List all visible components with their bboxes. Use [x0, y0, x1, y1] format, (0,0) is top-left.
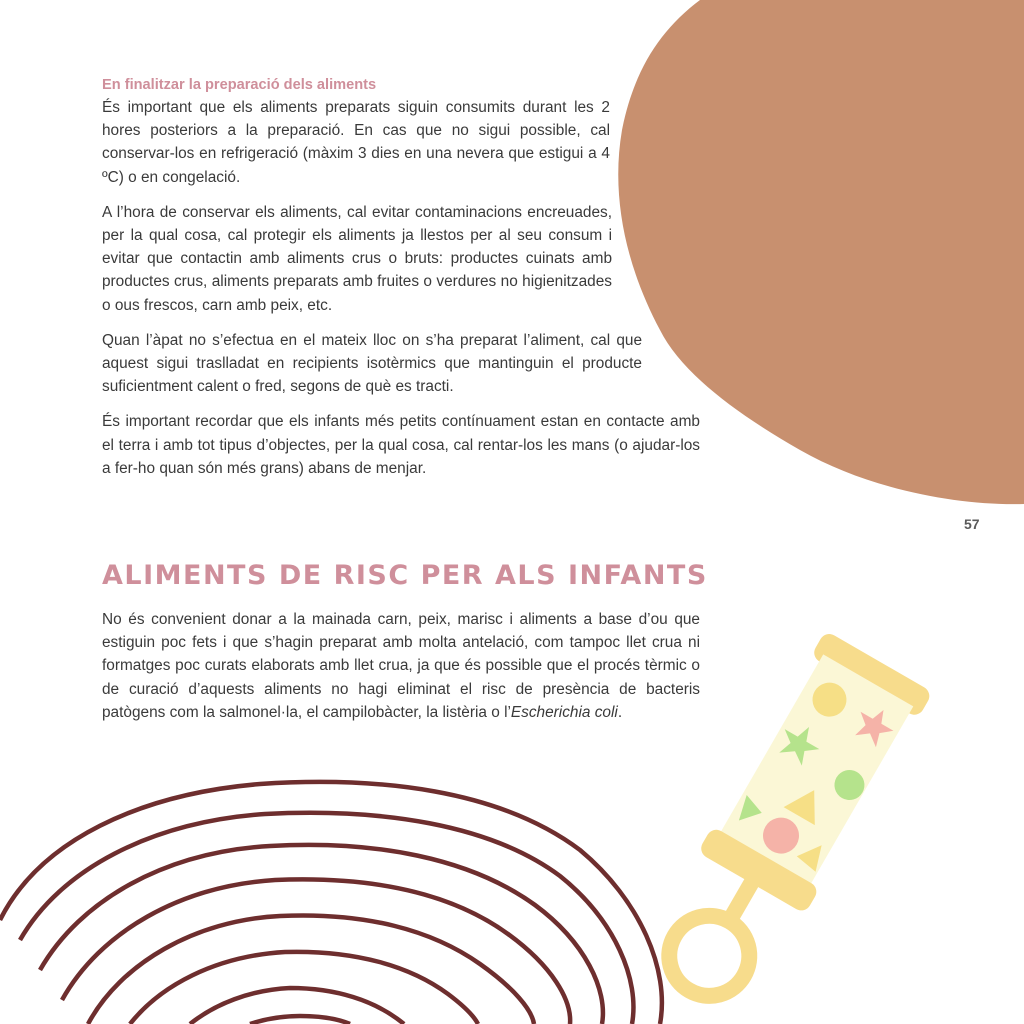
- paragraph-1: És important que els aliments preparats siguin consumits durant les 2 hores posteriors a la preparació. En cas que no sigui possible, cal conservar-los en refrigeració (màxim 3 dies en una nevera que estigui a 4 ºC) o en congelació.: [102, 99, 610, 186]
- section-title: ALIMENTS DE RISC PER ALS INFANTS: [102, 560, 708, 591]
- section-body: [102, 608, 700, 724]
- spiral-illustration: [0, 760, 700, 1024]
- baby-rattle-illustration: [630, 620, 950, 1020]
- rattle-ring: [655, 901, 764, 1010]
- section-body-end: .: [617, 703, 623, 721]
- paragraph-2: A l’hora de conservar els aliments, cal evitar contaminacions encreuades, per la qual cosa, cal protegir els aliments ja llestos per al seu consum i evitar que contactin amb aliments crus o bruts: productes cuinats amb productes crus, aliments preparats amb fruites o verdures no higienitzades o ous frescos, carn amb peix, etc.: [102, 203, 612, 314]
- spiral-line-7: [190, 988, 404, 1024]
- section-body-italic: Escherichia coli: [510, 703, 618, 721]
- section-body-text: No és convenient donar a la mainada carn, peix, marisc i aliments a base d’ou que estiguin poc fets i que s’hagin preparat amb molta antelació, com tampoc llet crua ni formatges poc curats elaborats amb llet crua, ja que és possible que el procés tèrmic o de curació d’aquests aliments no hagi eliminat el risc de presència de bacteris patògens com la salmonel·la, el campilobàcter, la listèria o l’: [102, 611, 700, 721]
- text-column: [102, 74, 700, 492]
- page-number: 57: [964, 516, 980, 532]
- spiral-line-8: [250, 1016, 350, 1024]
- paragraph-3: Quan l’àpat no s’efectua en el mateix lloc on s’ha preparat l’aliment, cal que aquest sigui traslladat en recipients isotèrmics que mantinguin el producte suficientment calent o fred, segons de què es tracti.: [102, 331, 642, 396]
- subheading: En finalitzar la preparació dels aliments: [102, 77, 377, 93]
- paragraph-4: És important recordar que els infants més petits contínuament estan en contacte amb el terra i amb tot tipus d’objectes, per la qual cosa, cal rentar-los les mans (o ajudar-los a fer-ho quan són més grans) abans de menjar.: [102, 413, 700, 477]
